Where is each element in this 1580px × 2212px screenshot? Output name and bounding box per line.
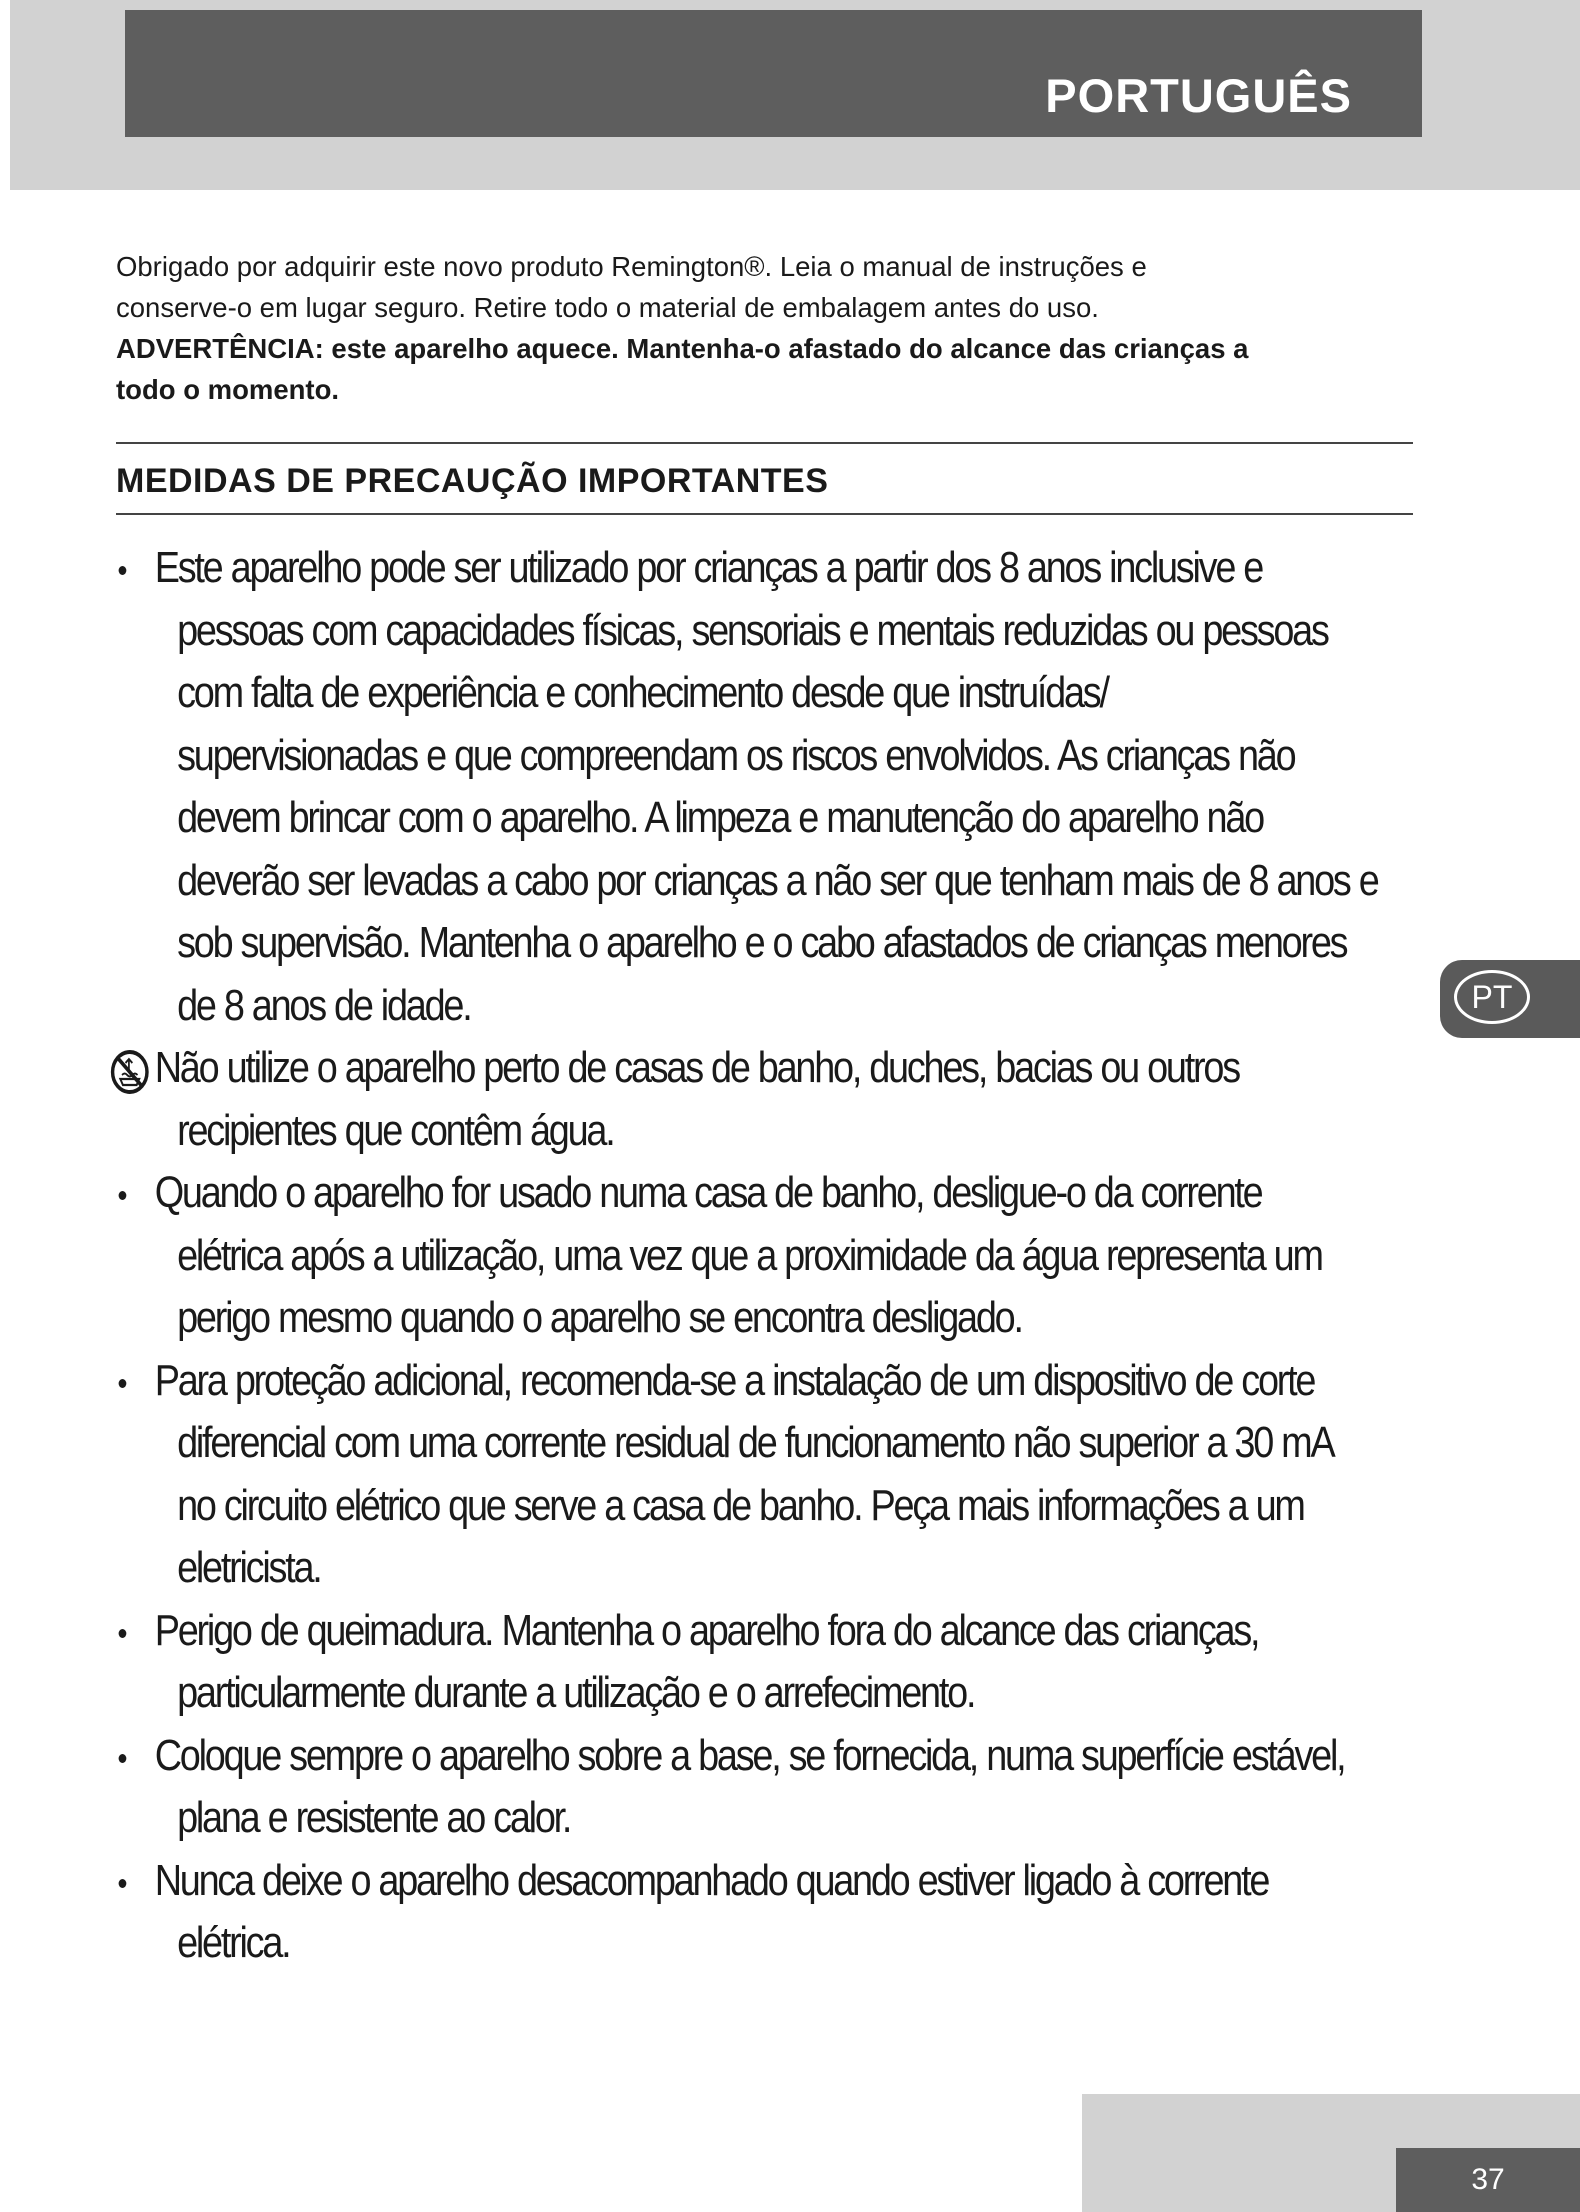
bullet-icon: [110, 1350, 155, 1412]
list-item-line: no circuito elétrico que serve a casa de banho. Peça mais informações a um: [177, 1480, 1304, 1530]
list-item-text: [155, 1037, 1450, 1162]
warning-line-2: todo o momento.: [116, 374, 340, 405]
footer-band: [1082, 2094, 1580, 2212]
list-item-line: de 8 anos de idade.: [177, 980, 471, 1030]
list-item-line: perigo mesmo quando o aparelho se encontra desligado.: [177, 1293, 1022, 1342]
header-band: [10, 0, 1580, 190]
list-item-line: Não utilize o aparelho perto de casas de banho, duches, bacias ou outros: [154, 1043, 1239, 1092]
bullet-dot: [119, 1379, 127, 1388]
section-rule-top: [116, 442, 1413, 444]
list-item: [110, 1850, 1450, 1975]
intro-line-1: Obrigado por adquirir este novo produto Remington®. Leia o manual de instruções e: [116, 251, 1147, 282]
list-item-line: plana e resistente ao calor.: [177, 1793, 571, 1842]
page-number-box: [1396, 2148, 1580, 2212]
list-item-line: devem brincar com o aparelho. A limpeza e manutenção do aparelho não: [177, 793, 1263, 842]
list-item-text: [155, 1162, 1450, 1350]
bullet-dot: [119, 1879, 127, 1888]
list-item: [110, 1037, 1450, 1162]
list-item-line: elétrica.: [177, 1918, 290, 1967]
list-item-line: Perigo de queimadura. Mantenha o aparelho fora do alcance das crianças,: [154, 1605, 1259, 1655]
warning-line-1: ADVERTÊNCIA: este aparelho aquece. Mantenha-o afastado do alcance das crianças a: [116, 333, 1249, 364]
language-title: PORTUGUÊS: [1045, 69, 1352, 122]
language-side-tab: [1440, 960, 1580, 1038]
list-item-text: [155, 1725, 1450, 1850]
no-water-icon: [110, 1037, 155, 1099]
intro-line-2: conserve-o em lugar seguro. Retire todo o material de embalagem antes do uso.: [116, 292, 1099, 323]
list-item: [110, 1162, 1450, 1350]
list-item-line: com falta de experiência e conhecimento desde que instruídas/: [177, 668, 1108, 717]
bullet-icon: [110, 1600, 155, 1662]
list-item-line: diferencial com uma corrente residual de funcionamento não superior a 30 mA: [177, 1418, 1334, 1467]
bullet-icon: [110, 1850, 155, 1912]
precautions-list: [110, 537, 1450, 1975]
bullet-dot: [119, 1754, 127, 1763]
list-item-line: Este aparelho pode ser utilizado por crianças a partir dos 8 anos inclusive e: [154, 543, 1263, 592]
list-item-text: [155, 1350, 1450, 1600]
list-item-line: Quando o aparelho for usado numa casa de banho, desligue-o da corrente: [154, 1168, 1262, 1217]
list-item-text: [155, 537, 1450, 1037]
bullet-icon: [110, 537, 155, 599]
bullet-dot: [119, 1629, 127, 1638]
header-bar: [125, 10, 1422, 137]
list-item-line: deverão ser levadas a cabo por crianças a não ser que tenham mais de 8 anos e: [177, 855, 1378, 905]
list-item: [110, 1600, 1450, 1725]
list-item-line: elétrica após a utilização, uma vez que a proximidade da água representa um: [177, 1230, 1322, 1280]
list-item: [110, 537, 1450, 1037]
bullet-icon: [110, 1162, 155, 1224]
list-item-line: recipientes que contêm água.: [177, 1105, 614, 1155]
bullet-dot: [119, 1191, 127, 1200]
list-item-text: [155, 1600, 1450, 1725]
list-item: [110, 1725, 1450, 1850]
list-item: [110, 1350, 1450, 1600]
list-item-line: Para proteção adicional, recomenda-se a instalação de um dispositivo de corte: [154, 1355, 1315, 1405]
section-title: MEDIDAS DE PRECAUÇÃO IMPORTANTES: [116, 462, 829, 500]
intro-paragraph: [116, 246, 1416, 410]
list-item-text: [155, 1850, 1450, 1975]
list-item-line: eletricista.: [177, 1543, 321, 1592]
bullet-icon: [110, 1725, 155, 1787]
language-badge: PT: [1454, 970, 1530, 1024]
list-item-line: sob supervisão. Mantenha o aparelho e o cabo afastados de crianças menores: [177, 918, 1347, 967]
list-item-line: particularmente durante a utilização e o arrefecimento.: [177, 1668, 975, 1717]
list-item-line: Coloque sempre o aparelho sobre a base, se fornecida, numa superfície estável,: [154, 1730, 1345, 1780]
page-number: 37: [1471, 2163, 1505, 2196]
list-item-line: supervisionadas e que compreendam os riscos envolvidos. As crianças não: [177, 730, 1295, 780]
section-rule-bottom: [116, 513, 1413, 515]
bullet-dot: [119, 566, 127, 575]
list-item-line: pessoas com capacidades físicas, sensoriais e mentais reduzidas ou pessoas: [177, 605, 1328, 655]
list-item-line: Nunca deixe o aparelho desacompanhado quando estiver ligado à corrente: [154, 1855, 1269, 1905]
